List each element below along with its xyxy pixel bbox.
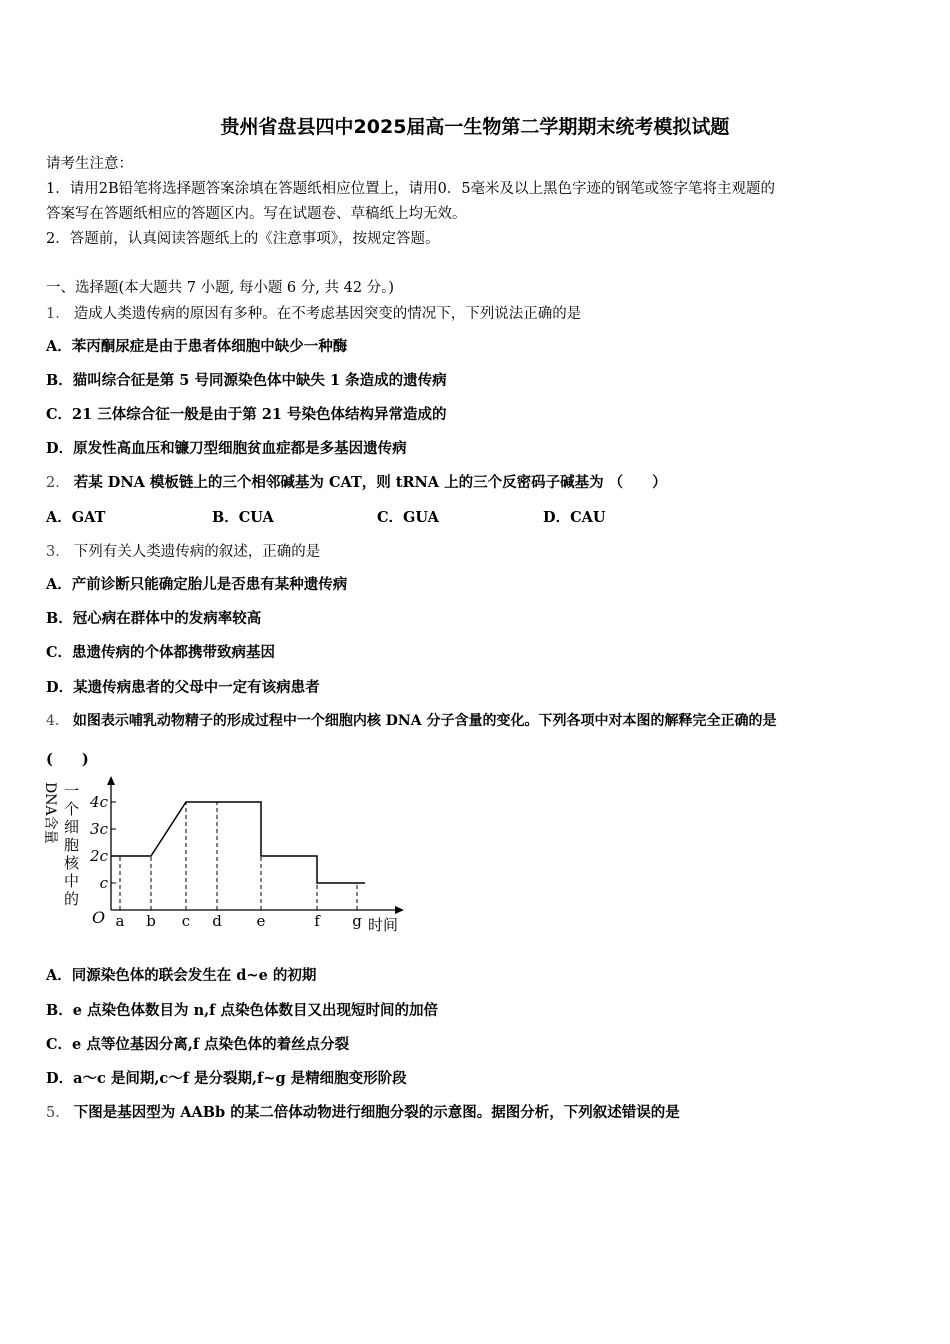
y-tick-label: 4c bbox=[90, 793, 108, 811]
question-number: 5． bbox=[46, 1105, 70, 1121]
notice-item-1a: 1．请用2B铅笔将选择题答案涂填在答题纸相应位置上，请用0．5毫米及以上黑色字迹的钢笔或签字笔将主观题的 bbox=[46, 181, 776, 197]
q4-option-c: C．e 点等位基因分离,f 点染色体的着丝点分裂 bbox=[46, 1036, 350, 1053]
y-tick-label: 2c bbox=[90, 847, 108, 865]
ylabel-char: 细 bbox=[64, 818, 80, 836]
q4-option-b: B．e 点染色体数目为 n,f 点染色体数目又出现短时间的加倍 bbox=[46, 1002, 438, 1019]
q1-option-b: B．猫叫综合征是第 5 号同源染色体中缺失 1 条造成的遗传病 bbox=[46, 372, 447, 389]
ylabel-char: 个 bbox=[64, 800, 80, 818]
page-title: 贵州省盘县四中2025届高一生物第二学期期末统考模拟试题 bbox=[220, 116, 730, 138]
notice-item-1b: 答案写在答题纸相应的答题区内。写在试题卷、草稿纸上均无效。 bbox=[46, 206, 467, 222]
question-2 bbox=[46, 471, 667, 492]
section-heading: 一、选择题(本大题共 7 小题, 每小题 6 分, 共 42 分。) bbox=[46, 280, 395, 296]
ylabel-char: 中 bbox=[64, 872, 80, 890]
ylabel-char: 的 bbox=[64, 890, 80, 908]
question-stem: 若某 DNA 模板链上的三个相邻碱基为 CAT，则 tRNA 上的三个反密码子碱基为 （ ） bbox=[73, 474, 667, 491]
dna-series-line bbox=[111, 802, 365, 883]
y-tick-label: c bbox=[99, 874, 108, 892]
y-tick-label: 3c bbox=[90, 820, 108, 838]
x-tick-label: e bbox=[256, 912, 266, 930]
question-4 bbox=[46, 710, 776, 730]
chart-ylabel bbox=[42, 782, 80, 908]
question-3 bbox=[46, 540, 320, 561]
x-tick-label: f bbox=[314, 912, 320, 930]
question-number: 3． bbox=[46, 544, 70, 560]
q3-option-d: D．某遗传病患者的父母中一定有该病患者 bbox=[46, 679, 320, 696]
ylabel-char: 胞 bbox=[64, 836, 80, 854]
x-tick-label: c bbox=[181, 912, 191, 930]
q2-option-b: B．CUA bbox=[212, 509, 274, 526]
q1-option-a: A．苯丙酮尿症是由于患者体细胞中缺少一种酶 bbox=[46, 338, 348, 355]
question-number: 1． bbox=[46, 306, 70, 322]
question-number: 2． bbox=[46, 475, 70, 491]
ylabel-part: DNA含量 bbox=[42, 782, 58, 844]
q2-option-a: A．GAT bbox=[46, 509, 106, 526]
ylabel-char: 一 bbox=[64, 782, 80, 800]
notice-item-2: 2．答题前，认真阅读答题纸上的《注意事项》，按规定答题。 bbox=[46, 231, 440, 247]
origin-label: O bbox=[92, 908, 106, 927]
q3-option-a: A．产前诊断只能确定胎儿是否患有某种遗传病 bbox=[46, 576, 348, 593]
q1-option-c: C．21 三体综合征一般是由于第 21 号染色体结构异常造成的 bbox=[46, 406, 447, 423]
question-stem: 下图是基因型为 AABb 的某二倍体动物进行细胞分裂的示意图。据图分析，下列叙述错误的是 bbox=[73, 1104, 680, 1121]
x-tick-label: a bbox=[115, 912, 125, 930]
q4-option-a: A．同源染色体的联会发生在 d~e 的初期 bbox=[46, 967, 317, 984]
question-number: 4． bbox=[46, 713, 69, 729]
q1-option-d: D．原发性高血压和镰刀型细胞贫血症都是多基因遗传病 bbox=[46, 440, 407, 457]
x-axis-arrow-icon bbox=[395, 906, 404, 914]
question-stem: 下列有关人类遗传病的叙述，正确的是 bbox=[73, 544, 321, 560]
chart-xlabel: 时间 bbox=[368, 916, 399, 934]
q3-option-b: B．冠心病在群体中的发病率较高 bbox=[46, 610, 262, 627]
question-1 bbox=[46, 302, 581, 323]
q2-option-d: D．CAU bbox=[543, 509, 606, 526]
x-tick-label: d bbox=[212, 912, 222, 930]
q4-paren: ( ) bbox=[46, 751, 89, 768]
x-tick-label: b bbox=[146, 912, 156, 930]
question-5 bbox=[46, 1101, 680, 1122]
q4-option-d: D．a～c 是间期,c～f 是分裂期,f~g 是精细胞变形阶段 bbox=[46, 1070, 407, 1087]
q2-option-c: C．GUA bbox=[377, 509, 439, 526]
dna-content-chart bbox=[40, 772, 420, 942]
x-tick-label: g bbox=[352, 912, 362, 930]
ylabel-char: 核 bbox=[64, 854, 80, 872]
notice-heading: 请考生注意： bbox=[46, 156, 133, 172]
question-stem: 造成人类遗传病的原因有多种。在不考虑基因突变的情况下，下列说法正确的是 bbox=[73, 306, 582, 322]
q3-option-c: C．患遗传病的个体都携带致病基因 bbox=[46, 644, 276, 661]
y-axis-arrow-icon bbox=[107, 776, 115, 785]
question-stem: 如图表示哺乳动物精子的形成过程中一个细胞内核 DNA 分子含量的变化。下列各项中对本图的解释完全正确的是 bbox=[72, 713, 777, 729]
